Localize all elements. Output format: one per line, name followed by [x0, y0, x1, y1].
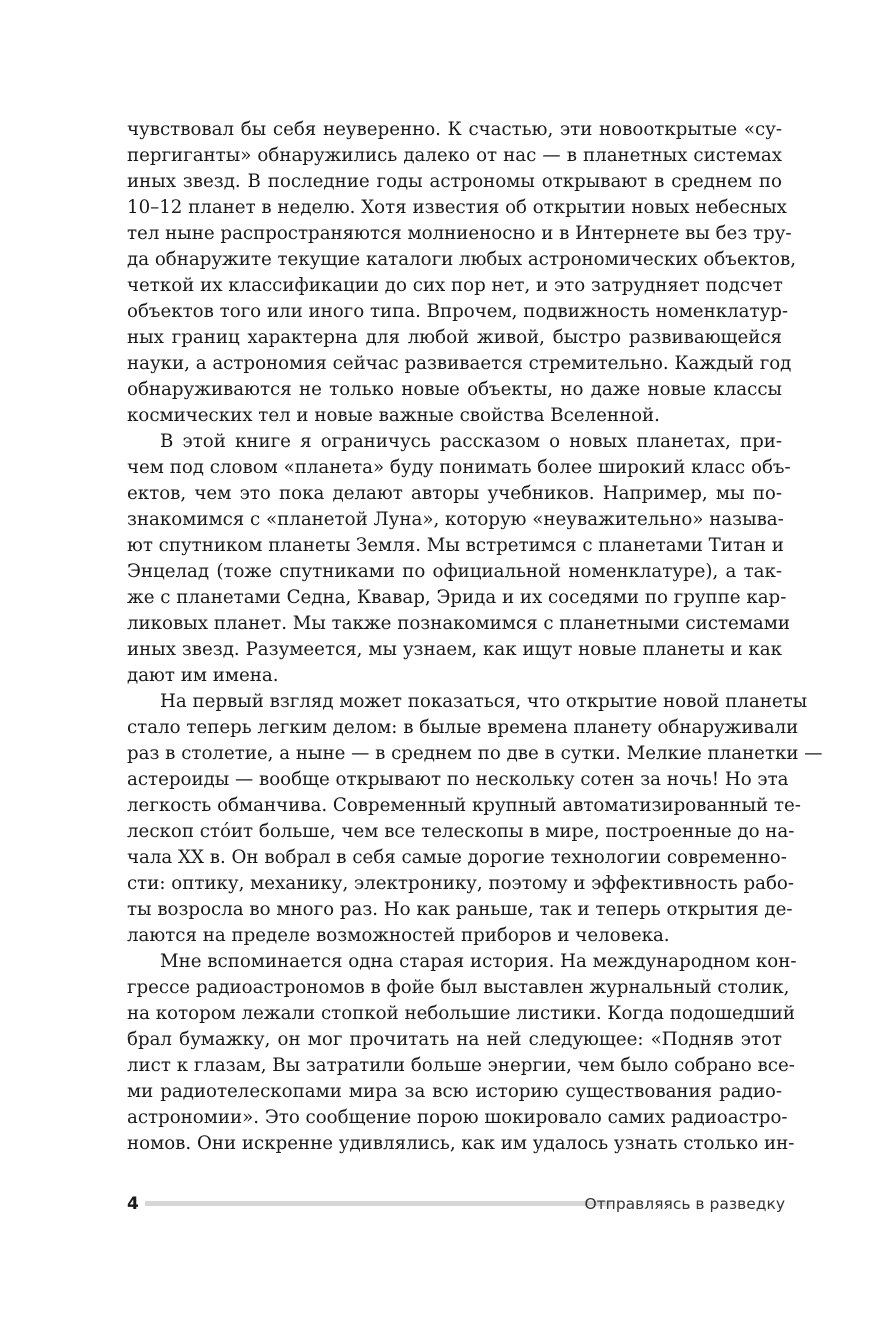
text-line: ми радиотелескопами мира за всю историю существования радио- — [127, 1081, 782, 1102]
text-line: же с планетами Седна, Квавар, Эрида и их соседями по группе кар- — [127, 587, 787, 608]
text-line: раз в столетие, а ныне — в среднем по две в сутки. Мелкие планетки — — [127, 743, 823, 764]
text-line: сти: оптику, механику, электронику, поэтому и эффективность рабо- — [127, 873, 794, 894]
text-line: обнаруживаются не только новые объекты, но даже новые классы — [127, 379, 782, 400]
text-line: ликовых планет. Мы также познакомимся с планетными системами — [127, 613, 790, 634]
text-line: лаются на пределе возможностей приборов и человека. — [127, 925, 670, 946]
text-line: да обнаружите текущие каталоги любых астрономических объектов, — [127, 249, 797, 270]
footer-divider — [145, 1201, 611, 1206]
page-number: 4 — [127, 1194, 139, 1214]
text-line: астероиды — вообще открывают по нескольку сотен за ночь! Но эта — [127, 769, 789, 790]
text-line: иных звезд. Разумеется, мы узнаем, как ищут новые планеты и как — [127, 639, 782, 660]
text-line: Энцелад (тоже спутниками по официальной номенклатуре), а так- — [127, 561, 782, 582]
page-footer — [127, 1192, 787, 1216]
text-line: 10–12 планет в неделю. Хотя известия об открытии новых небесных — [127, 197, 787, 218]
text-line: номов. Они искренне удивлялись, как им удалось узнать столько ин- — [127, 1133, 795, 1154]
text-line: ектов, чем это пока делают авторы учебников. Например, мы по- — [127, 483, 782, 504]
text-line: чувствовал бы себя неуверенно. К счастью, эти новооткрытые «су- — [127, 119, 782, 140]
text-line: чала XX в. Он вобрал в себя самые дорогие технологии современно- — [127, 847, 787, 868]
text-line: чем под словом «планета» буду понимать более широкий класс объ- — [127, 457, 791, 478]
body-text — [127, 117, 823, 1157]
text-line: В этой книге я ограничусь рассказом о новых планетах, при- — [160, 431, 782, 452]
text-line: космических тел и новые важные свойства Вселенной. — [127, 405, 660, 426]
text-line: лист к глазам, Вы затратили больше энергии, чем было собрано все- — [127, 1055, 795, 1076]
text-line: четкой их классификации до сих пор нет, и это затрудняет подсчет — [127, 275, 783, 296]
text-line: ют спутником планеты Земля. Мы встретимся с планетами Титан и — [127, 535, 784, 556]
text-line: На первый взгляд может показаться, что открытие новой планеты — [160, 691, 808, 712]
text-line: легкость обманчива. Современный крупный автоматизированный те- — [127, 795, 801, 816]
text-line: брал бумажку, он мог прочитать на ней следующее: «Подняв этот — [127, 1029, 782, 1050]
text-line: ных границ характерна для любой живой, быстро развивающейся — [127, 327, 782, 348]
text-line: лескоп сто́ит больше, чем все телескопы в мире, построенные до на- — [127, 821, 795, 842]
text-line: на котором лежали стопкой небольшие листики. Когда подошедший — [127, 1003, 796, 1024]
text-line: пергиганты» обнаружились далеко от нас — в планетных системах — [127, 145, 782, 166]
text-line: знакомимся с «планетой Луна», которую «неуважительно» называ- — [127, 509, 784, 530]
text-line: тел ныне распространяются молниеносно и в Интернете вы без тру- — [127, 223, 792, 244]
text-line: иных звезд. В последние годы астрономы открывают в среднем по — [127, 171, 782, 192]
text-line: ты возросла во много раз. Но как раньше, так и теперь открытия де- — [127, 899, 793, 920]
text-line: дают им имена. — [127, 665, 279, 686]
text-line: грессе радиоастрономов в фойе был выставлен журнальный столик, — [127, 977, 790, 998]
text-line: стало теперь легким делом: в былые времена планету обнаруживали — [127, 717, 799, 738]
text-line: Мне вспоминается одна старая история. На международном кон- — [160, 951, 797, 972]
text-line: астрономии». Это сообщение порою шокировало самих радиоастро- — [127, 1107, 788, 1128]
text-line: объектов того или иного типа. Впрочем, подвижность номенклатур- — [127, 301, 789, 322]
running-title: Отправляясь в разведку — [584, 1195, 785, 1213]
text-line: науки, а астрономия сейчас развивается стремительно. Каждый год — [127, 353, 792, 374]
